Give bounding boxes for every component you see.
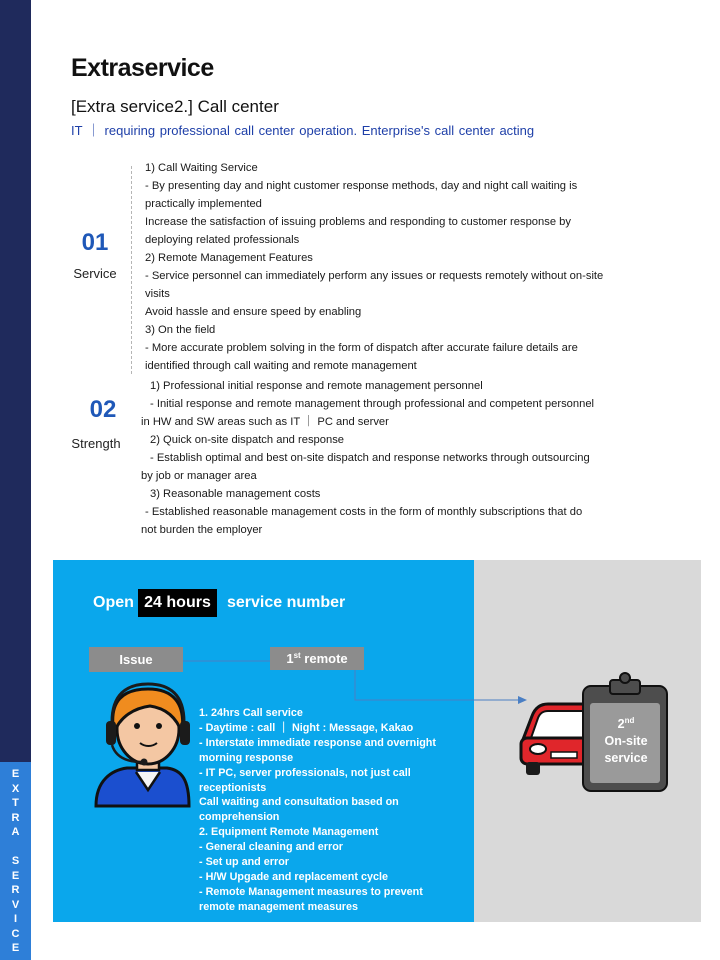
text-line: visits [145, 288, 170, 300]
text-line: - Service personnel can immediately perform any issues or requests remotely without on-site [145, 270, 604, 282]
sidebar-letter: E [11, 869, 20, 882]
sidebar-letter: C [11, 927, 20, 940]
onsite-service-label: 2nd On-site service [604, 716, 648, 765]
hours-highlight: 24 hours [138, 589, 217, 617]
detail-line: - H/W Upgade and replacement cycle [199, 870, 388, 883]
arrow-head-icon [518, 696, 527, 704]
section-number: 02 [89, 396, 117, 423]
first-remote-tag: 1st remote [270, 647, 364, 670]
section-number: 01 [81, 229, 109, 256]
section-label: Strength [71, 436, 121, 451]
text-line: 2) Remote Management Features [145, 252, 313, 264]
sidebar-letter: R [11, 884, 20, 896]
text-line: 3) Reasonable management costs [150, 488, 321, 500]
operator-headset-icon [96, 684, 190, 806]
page-tagline: IT ｜ requiring professional call center operation. Enterprise's call center acting [71, 123, 535, 138]
sidebar-letter: R [11, 811, 20, 824]
section-label: Service [73, 266, 117, 281]
detail-line: morning response [199, 751, 294, 764]
text-line: Avoid hassle and ensure speed by enabling [145, 306, 362, 318]
text-line: 3) On the field [145, 324, 216, 336]
detail-line: 2. Equipment Remote Management [199, 826, 379, 839]
detail-line: - General cleaning and error [199, 841, 344, 854]
sidebar-letter: E [11, 768, 20, 780]
sidebar-letter: T [12, 797, 19, 809]
issue-tag: Issue [89, 647, 183, 672]
sidebar-letter: E [11, 942, 20, 954]
banner-service-number-text: service number [227, 594, 346, 611]
text-line: - Initial response and remote management through professional and competent personnel [150, 398, 595, 410]
detail-line: - Set up and error [199, 856, 289, 869]
sidebar-letter: A [11, 826, 20, 838]
page-subtitle: [Extra service2.] Call center [71, 97, 279, 116]
text-line: - Establish optimal and best on-site dispatch and response networks through outsourcing [150, 452, 590, 464]
text-line: - More accurate problem solving in the form of dispatch after accurate failure details are [145, 342, 578, 354]
sidebar-letter: I [13, 913, 18, 925]
page-title: Extraservice [71, 54, 214, 82]
text-line: 1) Professional initial response and remote management personnel [150, 380, 483, 392]
detail-line: comprehension [199, 811, 280, 824]
detail-line: - Remote Management measures to prevent [199, 885, 423, 898]
text-line: - Established reasonable management costs in the form of monthly subscriptions that do [145, 506, 583, 518]
call-service-details [199, 706, 436, 915]
detail-line: Call waiting and consultation based on [199, 796, 399, 809]
banner-open-text: Open [93, 594, 134, 611]
text-line: identified through call waiting and remote management [145, 360, 417, 372]
text-line: not burden the employer [141, 524, 263, 536]
sidebar-letter: S [11, 855, 20, 867]
detail-line: - IT PC, server professionals, not just call [199, 766, 411, 779]
text-line: Increase the satisfaction of issuing problems and responding to customer response by [145, 216, 571, 228]
detail-line: 1. 24hrs Call service [199, 707, 303, 719]
sidebar-letter: X [11, 782, 20, 795]
text-line: by job or manager area [141, 470, 257, 482]
detail-line: receptionists [199, 781, 267, 794]
detail-line: - Interstate immediate response and overnight [199, 736, 436, 749]
text-line: - By presenting day and night customer response methods, day and night call waiting is [145, 180, 578, 192]
remote-to-onsite-line [355, 670, 518, 700]
detail-line: remote management measures [199, 900, 359, 913]
sidebar-letter: V [11, 898, 20, 911]
text-line: 1) Call Waiting Service [145, 162, 258, 174]
text-line: 2) Quick on-site dispatch and response [150, 434, 345, 446]
text-line: practically implemented [145, 198, 262, 210]
text-line: deploying related professionals [145, 234, 300, 246]
text-line: in HW and SW areas such as IT ｜ PC and server [141, 416, 389, 428]
detail-line: - Daytime : call ｜ Night : Message, Kakao [199, 721, 414, 734]
